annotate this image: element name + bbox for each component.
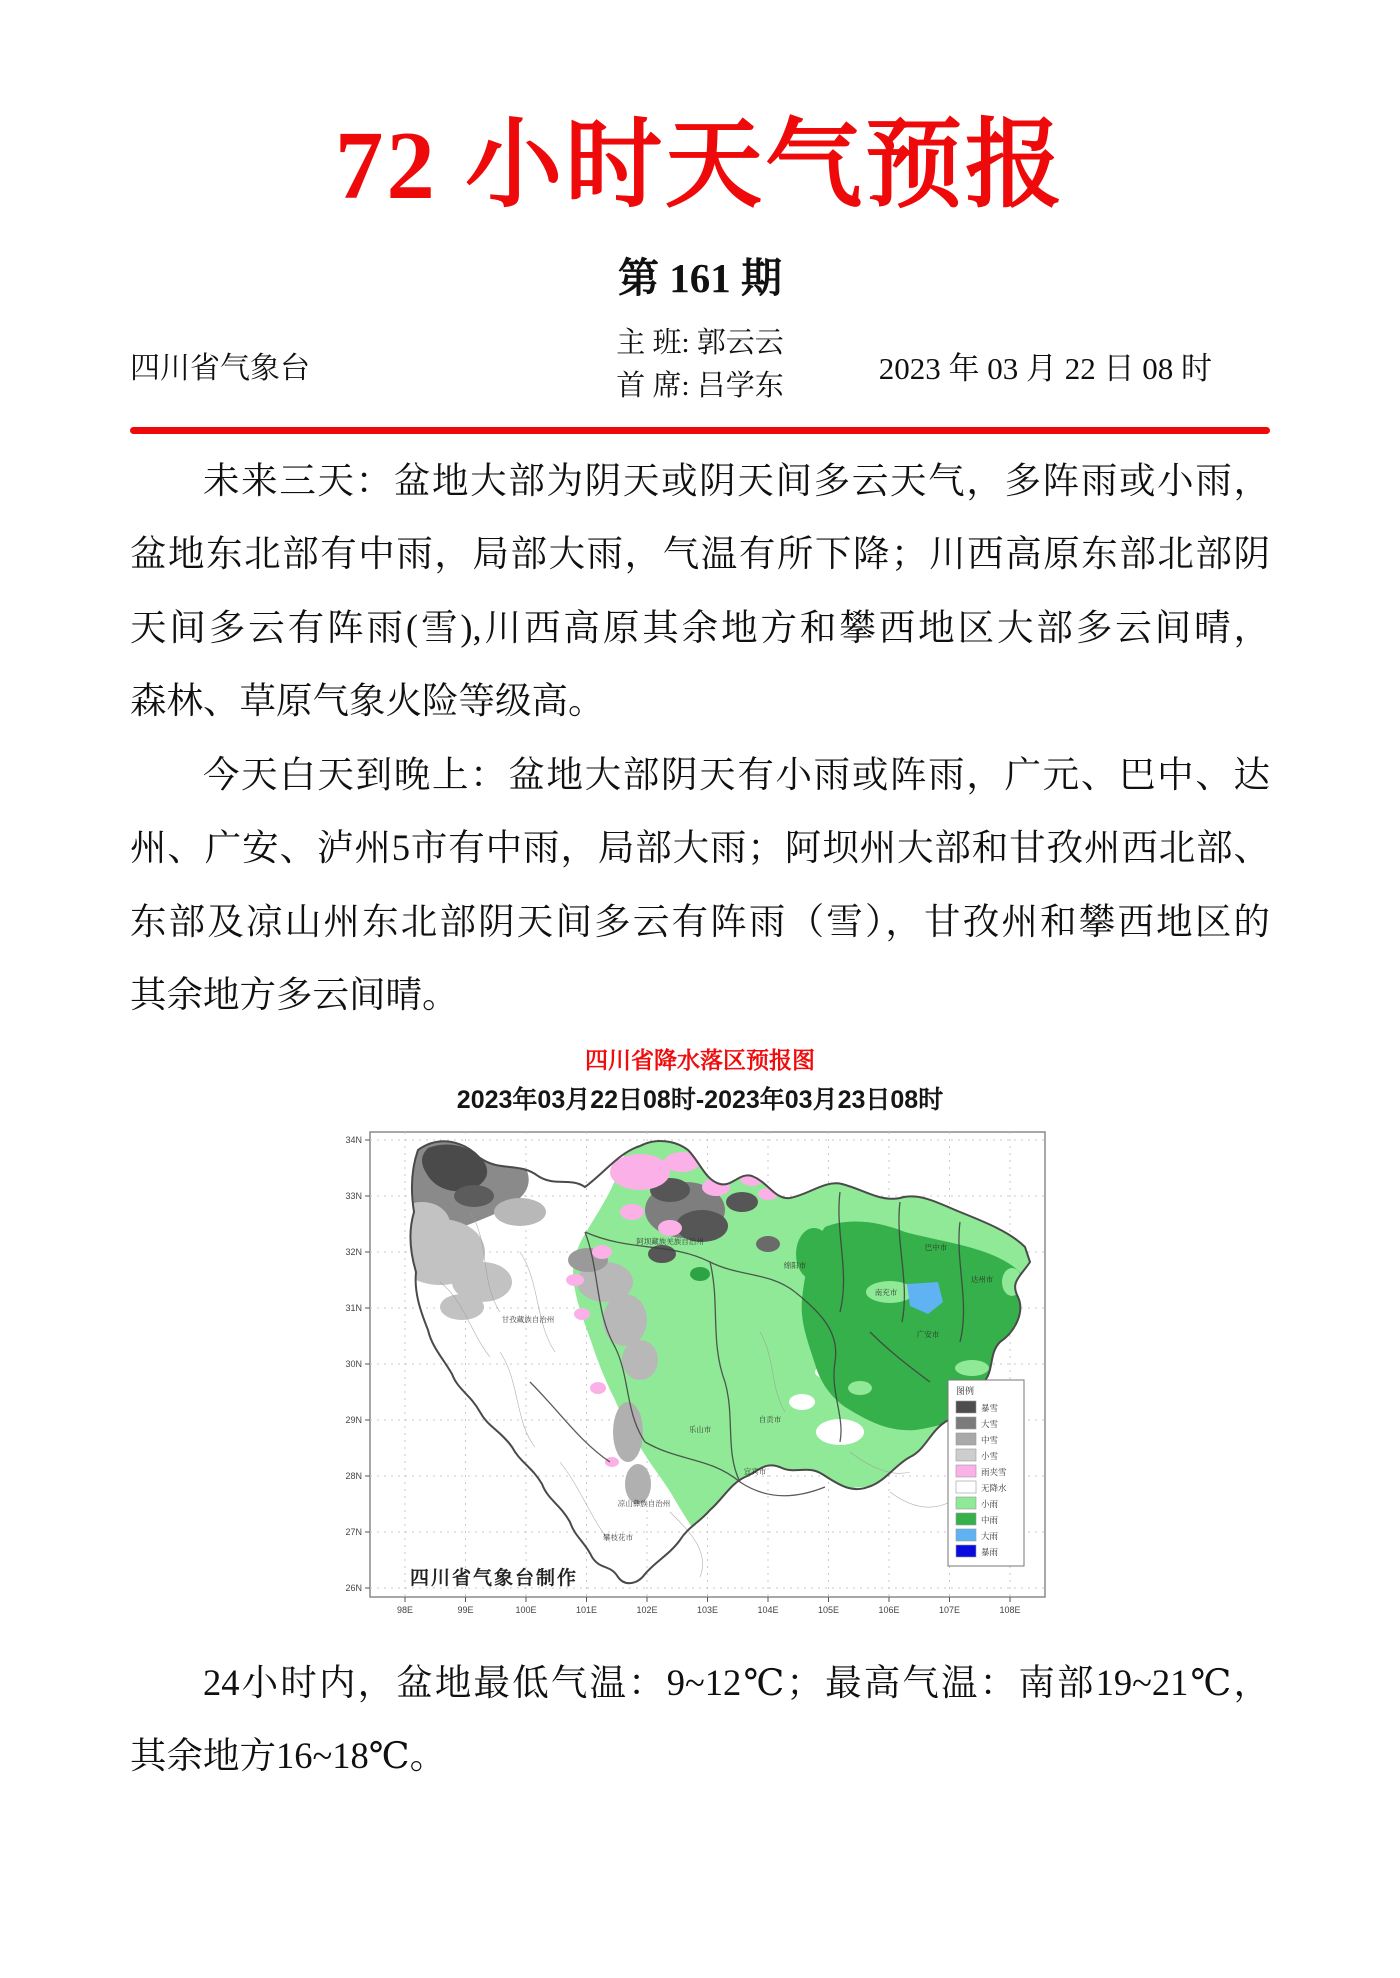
region-label: 攀枝花市 [603, 1532, 633, 1542]
region-label: 南充市 [874, 1287, 898, 1297]
text-line: 其余地方多云间晴。 [130, 974, 459, 1016]
svg-text:四川省气象台制作: 四川省气象台制作 [410, 1567, 579, 1589]
svg-text:108E: 108E [999, 1604, 1021, 1615]
svg-text:31N: 31N [345, 1302, 362, 1313]
svg-text:107E: 107E [938, 1604, 961, 1615]
region-label: 广安市 [916, 1329, 940, 1339]
svg-text:中雪: 中雪 [981, 1434, 999, 1445]
svg-text:雨夹雪: 雨夹雪 [981, 1466, 1007, 1477]
svg-text:102E: 102E [636, 1604, 658, 1615]
svg-text:32N: 32N [345, 1246, 362, 1257]
svg-text:100E: 100E [515, 1604, 537, 1615]
svg-text:小雨: 小雨 [981, 1498, 999, 1509]
map-title: 四川省降水落区预报图 [585, 1046, 815, 1073]
agency-name: 四川省气象台 [130, 352, 310, 386]
svg-text:28N: 28N [345, 1470, 362, 1481]
forecast-3day-paragraph [130, 444, 1270, 738]
temperature-paragraph [130, 1646, 1270, 1793]
precipitation-map-figure [130, 1042, 1270, 1624]
svg-text:26N: 26N [345, 1582, 362, 1593]
text-line: 州、广安、泸州5市有中雨，局部大雨；阿坝州大部和甘孜州西北部、 [130, 827, 1270, 869]
svg-text:99E: 99E [457, 1604, 474, 1615]
header-meta-row [130, 322, 1270, 409]
svg-text:105E: 105E [817, 1604, 840, 1615]
map-subtitle: 2023年03月22日08时-2023年03月23日08时 [456, 1085, 944, 1114]
header-divider [130, 427, 1270, 434]
region-label: 巴中市 [924, 1242, 948, 1252]
svg-text:图例: 图例 [956, 1385, 975, 1396]
region-label: 绵阳市 [783, 1260, 807, 1270]
page-title: 72 小时天气预报 [334, 112, 1066, 219]
duty-officer: 主 班: 郭云云 [616, 326, 784, 359]
svg-text:33N: 33N [345, 1190, 362, 1201]
issue-datetime: 2023 年 03 月 22 日 08 时 [878, 350, 1212, 386]
svg-text:大雪: 大雪 [981, 1418, 999, 1429]
svg-text:106E: 106E [878, 1604, 900, 1615]
svg-text:中雨: 中雨 [981, 1514, 999, 1525]
region-label: 宜宾市 [743, 1466, 767, 1476]
svg-text:暴雪: 暴雪 [981, 1402, 999, 1413]
map-legend [948, 1380, 1024, 1566]
svg-text:小雪: 小雪 [981, 1450, 999, 1461]
region-label: 乐山市 [688, 1424, 712, 1434]
svg-text:29N: 29N [345, 1414, 362, 1425]
svg-text:27N: 27N [345, 1526, 362, 1537]
text-line: 24小时内，盆地最低气温：9~12℃；最高气温：南部19~21℃， [203, 1661, 1270, 1703]
text-line: 天间多云有阵雨(雪),川西高原其余地方和攀西地区大部多云间晴， [130, 606, 1270, 648]
issue-number: 第 161 期 [618, 254, 782, 301]
svg-text:98E: 98E [396, 1604, 414, 1615]
text-line: 盆地东北部有中雨，局部大雨，气温有所下降；川西高原东部北部阴 [130, 533, 1270, 575]
svg-text:大雨: 大雨 [981, 1530, 999, 1541]
precipitation-map-svg [320, 1122, 1080, 1624]
text-line: 其余地方16~18℃。 [130, 1735, 447, 1777]
svg-text:101E: 101E [575, 1604, 598, 1615]
region-label: 自贡市 [758, 1414, 782, 1424]
svg-text:无降水: 无降水 [981, 1482, 1007, 1493]
region-label: 甘孜藏族自治州 [501, 1314, 555, 1324]
text-line: 森林、草原气象火险等级高。 [130, 680, 605, 722]
duty-officers [616, 322, 784, 409]
text-line: 未来三天：盆地大部为阴天或阴天间多云天气，多阵雨或小雨， [203, 459, 1270, 501]
map-attribution [410, 1566, 578, 1589]
today-forecast-paragraph [130, 738, 1270, 1032]
region-label: 凉山彝族自治州 [617, 1498, 671, 1508]
svg-text:103E: 103E [696, 1604, 719, 1615]
svg-text:30N: 30N [345, 1358, 362, 1369]
region-label: 达州市 [970, 1274, 994, 1284]
chief-officer: 首 席: 吕学东 [616, 370, 784, 403]
region-label: 阿坝藏族羌族自治州 [636, 1236, 704, 1246]
svg-text:暴雨: 暴雨 [981, 1546, 999, 1557]
svg-text:104E: 104E [757, 1604, 779, 1615]
text-line: 今天白天到晚上：盆地大部阴天有小雨或阵雨，广元、巴中、达 [203, 753, 1270, 795]
svg-text:34N: 34N [345, 1134, 362, 1145]
text-line: 东部及凉山州东北部阴天间多云有阵雨（雪），甘孜州和攀西地区的 [130, 900, 1270, 942]
